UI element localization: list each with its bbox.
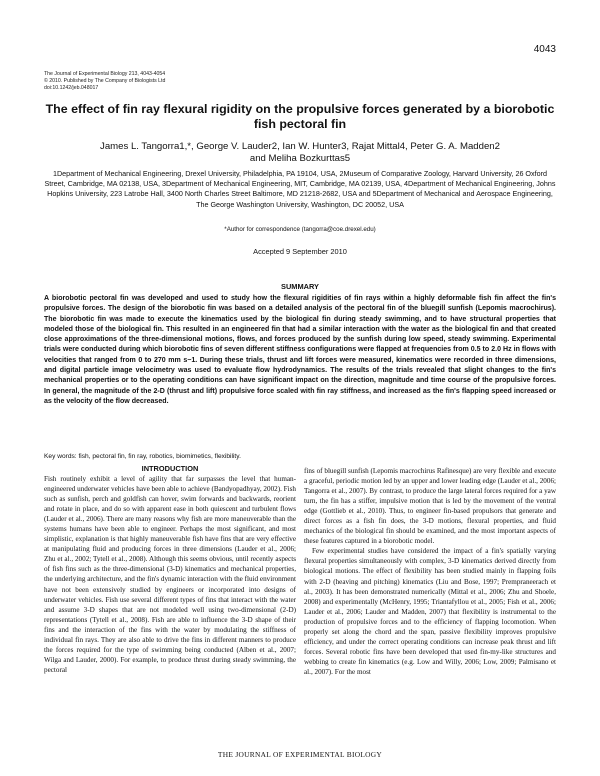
summary-heading: SUMMARY [281,282,319,291]
left-column [44,463,296,675]
body-paragraph: Few experimental studies have considered the impact of a fin's spatially varying flexural properties simultaneously with complex, 3-D kinematics derived directly from biological motions. The effect of flexibility has been studied mainly in flapping foils with 2-D (heaving and pitching) kinematics (Liu and Bose, 1997; Prempraneerach et al., 2003). It has been demonstrated numerically (Mittal et al., 2006; Zhu and Shoele, 2008) and experimentally (McHenry, 1995; Triantafyllou et al., 2005; Fish et al., 2006; Lauder et al., 2006; Lauder and Madden, 2007) that flexibility is instrumental to the production of propulsive forces and to the efficiency of flapping locomotion. When properly set along the chord and the span, passive flexibility improves propulsive efficiency, and under the correct operating conditions can increase peak thrust and lift forces. Several robotic fins have been developed that used fin-my-like structures and webbing to create fin kinematics (e.g. Low and Willy, 2006; Low, 2009; Palmisano et al., 2007). For the most [304,547,556,676]
correspondence-note: *Author for correspondence (tangorra@coe.drexel.edu) [224,226,376,233]
authors-line-1: James L. Tangorra1,*, George V. Lauder2, Ian W. Hunter3, Rajat Mittal4, Peter G. A. Madden2 [100,141,500,152]
page-number: 4043 [533,44,556,55]
accepted-date: Accepted 9 September 2010 [253,247,347,256]
summary-text: A biorobotic pectoral fin was developed and used to study how the flexural rigidities of fin rays within a highly deformable fish fin affect the fin's propulsive forces. The design of the biorobotic fin was based on a detailed analysis of the pectoral fin of the bluegill sunfish (Lepomis macrochirus). The biorobotic fin was made to execute the kinematics used by the biological fin during steady swimming, and to have structural properties that modeled those of the biological fin. This resulted in an engineered fin that had a similar interaction with the water as the biological fin and that created close approximations of the three-dimensional motions, flows, and forces produced by the sunfish during low speed, steady swimming. Experimental trials were conducted during which biorobotic fins of seven different stiffness configurations were flapped at frequencies from 0.5 to 2.0 Hz in flows with velocities that ranged from 0 to 270 mm s−1. During these trials, thrust and lift forces were measured, kinematics were recorded in three dimensions, and digital particle image velocimetry was used to evaluate flow hydrodynamics. The results of the trials revealed that slight changes to the fin's mechanical properties or to the operating conditions can have significant impact on the direction, magnitude and time course of the propulsive forces. In general, the magnitude of the 2-D (thrust and lift) propulsive force scaled with fin ray stiffness, and increased as the fin's flapping speed increased or as the velocity of the flow decreased. [44,295,556,405]
journal-footer: THE JOURNAL OF EXPERIMENTAL BIOLOGY [217,750,383,759]
citation-line: The Journal of Experimental Biology 213, 4043-4054 [44,71,166,77]
affiliations: 1Department of Mechanical Engineering, Drexel University, Philadelphia, PA 19104, USA, 2Museum of Comparative Zoology, Harvard University, 26 Oxford Street, Cambridge, MA 02138, USA, 3Department of Mechanical Engineering, MIT, Cambridge, MA 02139, USA, 4Department of Mechanical Engineering, Johns Hopkins University, 223 Latrobe Hall, 3400 North Charles Street Baltimore, MD 21218-2682, USA and 5Department of Mechanical and Aerospace Engineering, The George Washington University, Washington, DC 20052, USA [44,169,556,209]
right-column [304,466,556,677]
doi-line: doi:10.1242/jeb.048017 [44,85,99,91]
body-paragraph: fins of bluegill sunfish (Lepomis macrochirus Rafinesque) are very flexible and execute a graceful, periodic motion led by an upper and lower leading edge (Lauder et al., 2006; Tangorra et al., 2007). By contrast, to produce the large lateral forces required for a yaw turn, the fin has a stiffer, impulsive motion that is led by the movement of the ventral edge (Gottlieb et al., 2010). Thus, to engineer fin-based propulsors that generate and direct forces as a fish fin does, the 3-D motions, flexural properties, and fluid mechanics of the biological fin should be examined, and the most important aspects of these features captured in a biorobotic model. [304,467,556,546]
copyright-line: © 2010. Published by The Company of Biologists Ltd [44,78,166,84]
authors-line-2: and Meliha Bozkurttas5 [249,153,351,164]
paper-title: The effect of fin ray flexural rigidity on the propulsive forces generated by a biorobotic fish pectoral fin [45,102,555,131]
keywords: Key words: fish, pectoral fin, fin ray, robotics, biomimetics, flexibility. [44,453,241,460]
author-list [44,141,556,165]
journal-citation [44,71,165,92]
introduction-heading: INTRODUCTION [141,464,199,473]
intro-paragraph: Fish routinely exhibit a level of agility that far surpasses the level that human-engineered underwater vehicles have been able to achieve (Bandyopadhyay, 2002). Fish such as sunfish, perch and goldfish can hover, swim forwards and backwards, reorient and rotate in place, and do so with apparent ease in both quiescent and turbulent flows (Lauder et al., 2006). There are many reasons why fish are more maneuverable than the systems humans have been able to engineer. Perhaps the most significant, and most simplistic, explanation is that highly maneuverable fish have fins that are very effective at manipulating fluid and producing forces in three dimensions (Lauder et al., 2006; Zhu et al., 2002; Tytell et al., 2008). Although this seems obvious, until recently aspects of fish fins such as the three-dimensional (3-D) kinematics and mechanical properties, the underlying architecture, and the fin's dynamic interaction with the fluid environment have not been extensively studied by engineers or incorporated into designs of underwater vehicles. Fish use several different types of fins that interact with the water and assume 3-D shapes that are not modeled well using two-dimensional (2-D) representations (Tytell et al., 2008). Fish are able to influence the 3-D shape of their fins and the interaction of the fins with the water by modulating the stiffness of individual fin rays. They are also able to drive the fins in different manners to produce the forces required for the type of swimming being conducted (Alben et al., 2007; Wilga and Lauder, 2000). For example, to produce thrust during steady swimming, the pectoral [44,475,296,674]
